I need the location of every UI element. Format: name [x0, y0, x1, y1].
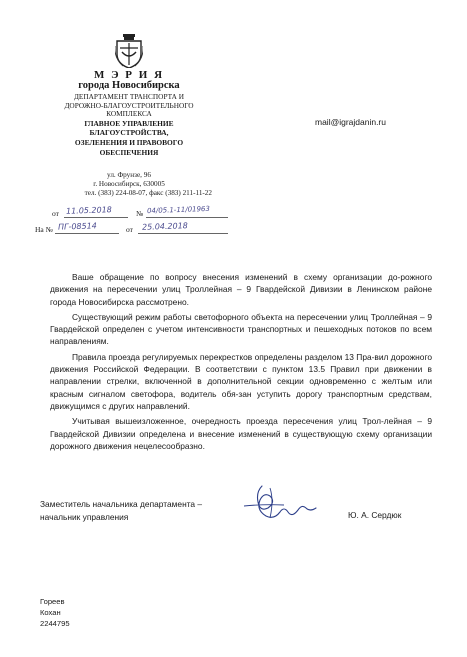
executor-footer — [40, 596, 70, 629]
number-handwritten: ПГ-08514 — [57, 221, 97, 232]
executor-name: Гореев — [40, 597, 65, 606]
address-city: г. Новосибирск, 630005 — [93, 180, 165, 188]
handwritten-signature-icon — [240, 478, 320, 528]
date-handwritten: 11.05.2018 — [65, 205, 112, 216]
position-line: Заместитель начальника департамента – — [40, 499, 203, 509]
number-label: № — [136, 209, 144, 218]
address-block — [40, 171, 218, 198]
department-line: ДОРОЖНО-БЛАГОУСТРОИТЕЛЬНОГО — [64, 100, 194, 110]
registration-row-incoming — [30, 223, 230, 235]
department-line: КОМПЛЕКСА — [106, 109, 152, 119]
signatory-name: Ю. А. Сердюк — [348, 510, 402, 520]
underline — [55, 233, 119, 234]
coat-of-arms-icon — [115, 34, 143, 68]
from-label: от — [52, 209, 59, 218]
position-line: начальник управления — [40, 511, 129, 522]
number-handwritten: 04/05.1-11/01963 — [146, 204, 211, 216]
org-title: М Э Р И Я — [93, 69, 165, 81]
body-paragraph: Учитывая вышеизложенное, очередность проезда пересечения улиц Трол-лейная – 9 Гвардейской Дивизии определена и внесение изменений в существующую схему организации дорожного движения нецелесообразно. — [50, 416, 432, 451]
management-line: ГЛАВНОЕ УПРАВЛЕНИЕ — [84, 118, 174, 128]
from-label: от — [126, 225, 133, 234]
phones: тел. (383) 224-08-07, факс (383) 211-11-22 — [84, 189, 212, 197]
department-line: ДЕПАРТАМЕНТ ТРАНСПОРТА И — [73, 92, 185, 101]
body-paragraph: Существующий режим работы светофорного объекта на пересечении улиц Троллейная – 9 Гвардейской определен с учетом интенсивности транспортных и пешеходных потоков по всем направлениям. — [50, 311, 432, 347]
org-city: города Новосибирска — [78, 80, 180, 91]
executor-name: Кохан — [40, 608, 61, 617]
on-number-label: На № — [35, 225, 53, 234]
underline — [146, 217, 228, 218]
body-paragraph: Ваше обращение по вопросу внесения изменений в схему организации до-рожного движения на пересечении улиц Троллейная – 9 Гвардейской Дивизии в Ленинском районе города Новосибирска рассмотрено. — [50, 272, 432, 307]
letter-body — [50, 271, 432, 455]
address-street: ул. Фрунзе, 96 — [107, 171, 151, 179]
date-handwritten: 25.04.2018 — [141, 221, 188, 232]
registration-row-outgoing — [30, 204, 230, 219]
executor-phone: 2244795 — [40, 619, 70, 628]
underline — [64, 217, 128, 218]
management-line: ОЗЕЛЕНЕНИЯ И ПРАВОВОГО — [74, 137, 184, 147]
management-line: БЛАГОУСТРОЙСТВА, — [89, 128, 169, 138]
management-line: ОБЕСПЕЧЕНИЯ — [99, 147, 159, 157]
body-paragraph: Правила проезда регулируемых перекрестков определены разделом 13 Пра-вил дорожного движения Российской Федерации. В соответствии с пунктом 13.5 Правил при движении в направлении стрелки, включенной в дополнительной секции одновременно с желтым или красным сигналом светофора, водитель обя-зан уступить дорогу транспортным средствам, движущимся с других направлений. — [50, 351, 432, 411]
underline — [138, 233, 228, 234]
letterhead — [40, 70, 218, 157]
signatory-position — [40, 498, 202, 523]
recipient-email: mail@igrajdanin.ru — [315, 117, 386, 127]
